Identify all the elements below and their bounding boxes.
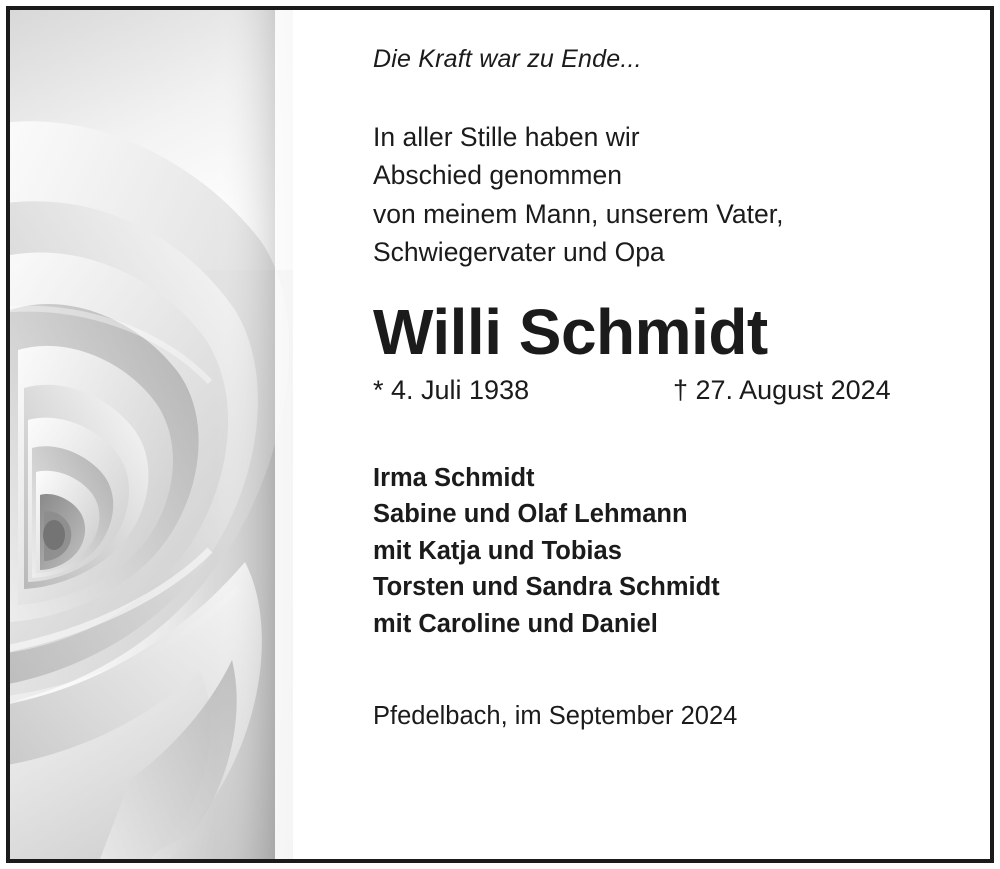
place-and-date: Pfedelbach, im September 2024 [373, 702, 738, 731]
intro-block [373, 118, 950, 272]
family-line-2: Sabine und Olaf Lehmann [373, 500, 688, 529]
deceased-name: Willi Schmidt [373, 295, 768, 368]
obituary-text-column [293, 10, 990, 859]
intro-line-4: Schwiegervater und Opa [373, 237, 665, 268]
intro-line-3: von meinem Mann, unserem Vater, [373, 198, 784, 229]
family-line-5: mit Caroline und Daniel [373, 609, 658, 638]
intro-line-1: In aller Stille haben wir [373, 122, 640, 152]
rose-photo [10, 10, 293, 859]
birth-date: * 4. Juli 1938 [373, 374, 530, 405]
obituary-frame [6, 6, 994, 863]
family-block [373, 460, 950, 642]
family-line-3: mit Katja und Tobias [373, 536, 622, 565]
motto-line: Die Kraft war zu Ende... [373, 45, 642, 73]
rose-illustration [10, 10, 293, 859]
intro-line-2: Abschied genommen [373, 160, 622, 191]
death-date: † 27. August 2024 [673, 374, 891, 405]
family-line-4: Torsten und Sandra Schmidt [373, 573, 720, 602]
family-line-1: Irma Schmidt [373, 463, 535, 492]
life-dates [373, 373, 950, 408]
